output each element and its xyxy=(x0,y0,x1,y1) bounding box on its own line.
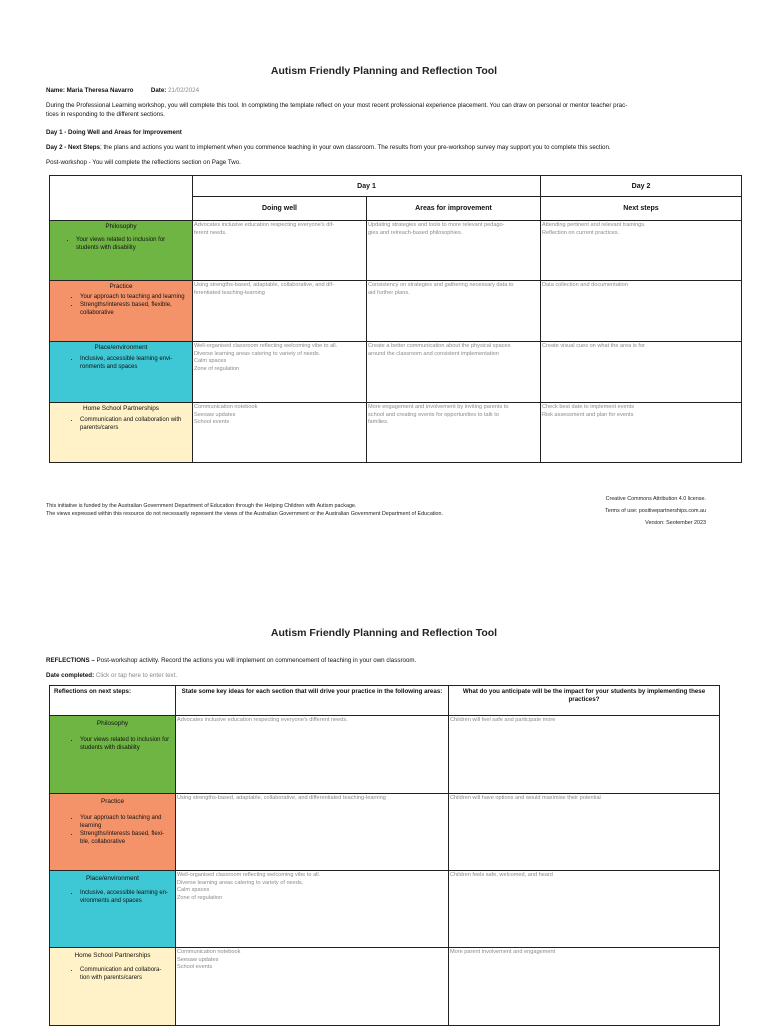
empty-header-cell xyxy=(50,176,193,221)
key-ideas-col-header: State some key ideas for each section that will drive your practice in the following areas: xyxy=(176,686,449,716)
improvement-header: Areas for improvement xyxy=(367,197,541,221)
area-bullet: • Communication and collabora-tion with parents/carers xyxy=(80,966,171,982)
table-row xyxy=(50,221,742,281)
doing-well-cell[interactable] xyxy=(193,342,367,403)
area-bullet: • Strengths/interests based, flexi-ble, collaborative xyxy=(80,830,171,846)
name-value[interactable]: Maria Theresa Navarro xyxy=(66,87,134,94)
cell-line: Zone of regulation xyxy=(194,365,240,372)
funding-note xyxy=(46,502,443,518)
key-ideas-cell[interactable] xyxy=(176,948,449,1026)
cell-line: Attending pertinent and relevant trainings. xyxy=(542,222,646,228)
license-note xyxy=(605,493,706,529)
cell-line: Risk assessment and plan for events xyxy=(542,411,634,418)
cell-line: Updating strategies and tools to more relevant pedago- xyxy=(368,222,505,228)
cell-line: Seesaw updates xyxy=(194,411,236,418)
cell-line: Calm spaces xyxy=(177,887,210,893)
date-value[interactable]: 21/02/2024 xyxy=(168,87,200,94)
area-partnerships xyxy=(50,948,176,1026)
area-bullet: • Your views related to inclusion for students with disability xyxy=(76,236,188,252)
cell-line: Zone of regulation xyxy=(177,894,223,901)
improvement-cell[interactable] xyxy=(367,342,541,403)
cell-line: Children will have options and would maximise their potential xyxy=(450,795,601,801)
area-bullet: • Inclusive, accessible learning envi-ronments and spaces xyxy=(80,355,188,371)
area-name: Philosophy xyxy=(96,720,129,727)
name-date-line xyxy=(46,86,199,95)
cell-line: Seesaw updates xyxy=(177,956,219,963)
intro-paragraph xyxy=(46,101,736,119)
next-steps-cell[interactable] xyxy=(541,221,742,281)
cell-line: ferent needs. xyxy=(194,229,227,236)
area-bullet: • Your approach to teaching and learning xyxy=(80,293,188,301)
cell-line: More engagement and involvement by inviting parents to xyxy=(368,404,509,410)
impact-cell[interactable] xyxy=(449,794,720,871)
area-name: Philosophy xyxy=(105,223,137,230)
day2-header: Day 2 xyxy=(541,176,742,197)
cell-line: Diverse learning areas catering to variety of needs. xyxy=(194,350,321,357)
table-row xyxy=(50,871,720,948)
date-completed-line xyxy=(46,671,177,680)
doing-well-header: Doing well xyxy=(193,197,367,221)
intro-line-2: tices in responding to the different sections. xyxy=(46,111,165,118)
cell-line: Check best date to implement events xyxy=(542,404,635,410)
cell-line: Create visual cues on what the area is for xyxy=(542,343,645,349)
cell-line: Consistency on strategies and gathering necessary data to xyxy=(368,282,514,288)
table-row xyxy=(50,281,742,342)
area-name: Place/environment xyxy=(86,875,139,882)
reflections-instruction xyxy=(46,656,416,665)
area-bullet: • Inclusive, accessible learning en-vironments and spaces xyxy=(80,889,171,905)
date-completed-label: Date completed: xyxy=(46,672,95,679)
reflections-rest: Post-workshop activity. Record the actions you will implement on commencement of teaching in your own classroom. xyxy=(94,657,417,664)
next-steps-cell[interactable] xyxy=(541,342,742,403)
terms-line[interactable]: Terms of use: positivepartnerships.com.au xyxy=(605,508,706,514)
cell-line: Communication notebook xyxy=(194,404,258,410)
cell-line: Well-organised classroom reflecting welcoming vibe to all. xyxy=(177,872,321,878)
area-name: Place/environment xyxy=(94,344,148,351)
cell-line: families. xyxy=(368,419,389,425)
area-bullet: • Communication and collaboration with parents/carers xyxy=(80,416,188,432)
cell-line: school and creating events for opportunities to talk to xyxy=(368,411,499,418)
cell-line: Calm spaces xyxy=(194,358,227,364)
reflections-col-header: Reflections on next steps: xyxy=(50,686,176,716)
area-practice xyxy=(50,794,176,871)
cell-line: Using strengths-based, adaptable, collaborative, and differentiated teaching-learning xyxy=(177,795,386,801)
key-ideas-cell[interactable] xyxy=(176,716,449,794)
impact-cell[interactable] xyxy=(449,871,720,948)
name-label: Name: xyxy=(46,87,65,94)
reflections-bold: REFLECTIONS – xyxy=(46,657,95,664)
reflections-table xyxy=(49,685,720,1026)
cell-line: ferentiated teaching-learning xyxy=(194,289,265,296)
planning-table xyxy=(49,175,742,463)
area-environment xyxy=(50,342,193,403)
cell-line: Create a better communication about the physical spaces xyxy=(368,343,511,349)
area-bullet: • Your approach to teaching and learning xyxy=(80,814,171,830)
day1-instruction-text: Day 1 - Doing Well and Areas for Improvement xyxy=(46,129,182,136)
cell-line: Advocates inclusive education respecting everyone's dif- xyxy=(194,222,335,228)
next-steps-cell[interactable] xyxy=(541,403,742,463)
next-steps-header: Next steps xyxy=(541,197,742,221)
table-row xyxy=(50,716,720,794)
cell-line: Communication notebook xyxy=(177,949,241,955)
doing-well-cell[interactable] xyxy=(193,221,367,281)
date-completed-input[interactable]: Click or tap here to enter text. xyxy=(95,672,178,679)
area-partnerships xyxy=(50,403,193,463)
improvement-cell[interactable] xyxy=(367,221,541,281)
area-name: Practice xyxy=(109,283,133,290)
area-practice xyxy=(50,281,193,342)
cell-line: Well-organised classroom reflecting welcoming vibe to all. xyxy=(194,343,338,349)
date-label: Date: xyxy=(150,87,167,94)
improvement-cell[interactable] xyxy=(367,403,541,463)
table-row xyxy=(50,403,742,463)
table-row xyxy=(50,342,742,403)
cell-line: School events xyxy=(194,419,230,425)
license-line: Creative Commons Attribution 4.0 license. xyxy=(605,496,706,502)
area-environment xyxy=(50,871,176,948)
document-title-page-two: Autism Friendly Planning and Reflection Tool xyxy=(270,627,498,639)
intro-line-1: During the Professional Learning workshop, you will complete this tool. In completing the template reflect on your most recent professional experience placement. You can draw on personal or mentor teacher prac- xyxy=(46,102,628,109)
day2-bold: Day 2 - Next Steps xyxy=(46,144,100,151)
area-name: Home School Partnerships xyxy=(74,952,151,959)
impact-col-header: What do you anticipate will be the impact for your students by implementing these practices? xyxy=(449,686,720,716)
table-row xyxy=(50,948,720,1026)
area-bullet: • Strengths/interests based, flexible, collaborative xyxy=(80,301,188,317)
cell-line: More parent involvement and engagement xyxy=(450,949,556,955)
doing-well-cell[interactable] xyxy=(193,281,367,342)
area-bullet: • Your views related to inclusion for students with disability xyxy=(80,736,171,752)
key-ideas-cell[interactable] xyxy=(176,794,449,871)
day1-header: Day 1 xyxy=(193,176,541,197)
cell-line: Children feels safe, welcomed, and heard xyxy=(450,872,553,878)
cell-line: Data collection and documentation xyxy=(542,282,628,288)
cell-line: Children will feel safe and participate more xyxy=(450,717,556,723)
funding-line-1: This initiative is funded by the Australian Government Department of Education through the Helping Children with Autism package. xyxy=(46,503,357,509)
cell-line: Diverse learning areas catering to variety of needs. xyxy=(177,879,304,886)
table-row xyxy=(50,794,720,871)
cell-line: Using strengths-based, adaptable, collaborative, and dif- xyxy=(194,282,334,288)
cell-line: aid further plans. xyxy=(368,289,410,296)
doing-well-cell[interactable] xyxy=(193,403,367,463)
version-line: Version: Seotember 2023 xyxy=(645,520,706,526)
cell-line: Advocates inclusive education respecting everyone's different needs. xyxy=(177,717,348,723)
day2-rest: ; the plans and actions you want to implement when you commence teaching in your own classroom. The results from your pre-workshop survey may support you to complete this section. xyxy=(100,144,611,151)
area-philosophy xyxy=(50,716,176,794)
key-ideas-cell[interactable] xyxy=(176,871,449,948)
funding-line-2: The views expressed within this resource do not necessarily represent the views of the Australian Government or the Australian Government Department of Education. xyxy=(46,511,444,517)
day1-instruction xyxy=(46,128,182,137)
area-name: Practice xyxy=(100,798,125,805)
improvement-cell[interactable] xyxy=(367,281,541,342)
impact-cell[interactable] xyxy=(449,716,720,794)
cell-line: Reflection on current practices. xyxy=(542,229,620,236)
area-philosophy xyxy=(50,221,193,281)
next-steps-cell[interactable] xyxy=(541,281,742,342)
cell-line: around the classroom and consistent implementation xyxy=(368,350,499,357)
area-name: Home School Partnerships xyxy=(82,405,159,412)
cell-line: gies and relreach-based philosophies. xyxy=(368,229,463,236)
impact-cell[interactable] xyxy=(449,948,720,1026)
document-title: Autism Friendly Planning and Reflection Tool xyxy=(270,65,498,77)
post-workshop-note: Post-workshop - You will complete the reflections section on Page Two. xyxy=(46,159,241,166)
cell-line: School events xyxy=(177,964,213,970)
day2-instruction xyxy=(46,143,746,152)
